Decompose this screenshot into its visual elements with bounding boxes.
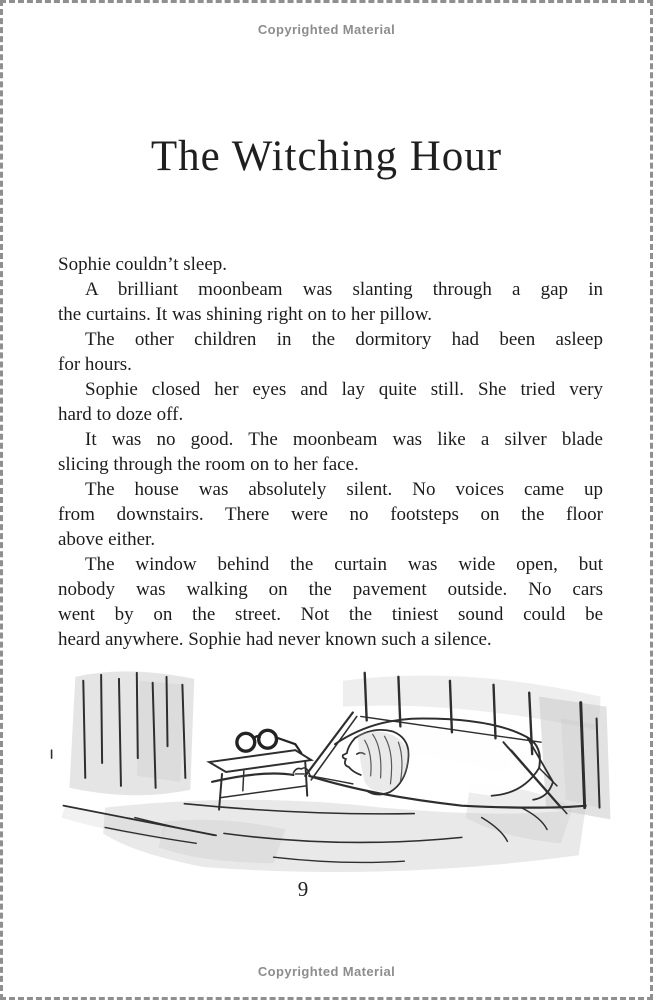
- bed-illustration-svg: [43, 659, 623, 877]
- body-line: Sophie couldn’t sleep.: [58, 254, 228, 275]
- bed-illustration: [43, 659, 623, 877]
- body-text: [58, 252, 603, 652]
- body-line: the curtains. It was shining right on to her pillow.: [58, 304, 432, 325]
- body-line: The house was absolutely silent. No voices came up: [85, 479, 603, 500]
- body-line: above either.: [58, 529, 156, 550]
- body-line: nobody was walking on the pavement outside. No cars: [58, 579, 603, 600]
- copyright-watermark-bottom: Copyrighted Material: [257, 964, 396, 979]
- chapter-title: The Witching Hour: [150, 132, 503, 180]
- copyright-watermark-top: Copyrighted Material: [257, 22, 396, 37]
- body-line: The window behind the curtain was wide open, but: [85, 554, 603, 575]
- page-number: 9: [297, 877, 309, 901]
- body-line: Sophie closed her eyes and lay quite still. She tried very: [85, 379, 603, 400]
- body-line: went by on the street. Not the tiniest sound could be: [58, 604, 603, 625]
- body-line: It was no good. The moonbeam was like a silver blade: [85, 429, 603, 450]
- body-line: heard anywhere. Sophie had never known such a silence.: [58, 629, 492, 650]
- body-line: The other children in the dormitory had been asleep: [85, 329, 603, 350]
- body-line: A brilliant moonbeam was slanting through a gap in: [85, 279, 603, 300]
- body-line: for hours.: [58, 354, 132, 375]
- body-line: from downstairs. There were no footsteps on the floor: [58, 504, 603, 525]
- body-line: slicing through the room on to her face.: [58, 454, 359, 475]
- body-line: hard to doze off.: [58, 404, 184, 425]
